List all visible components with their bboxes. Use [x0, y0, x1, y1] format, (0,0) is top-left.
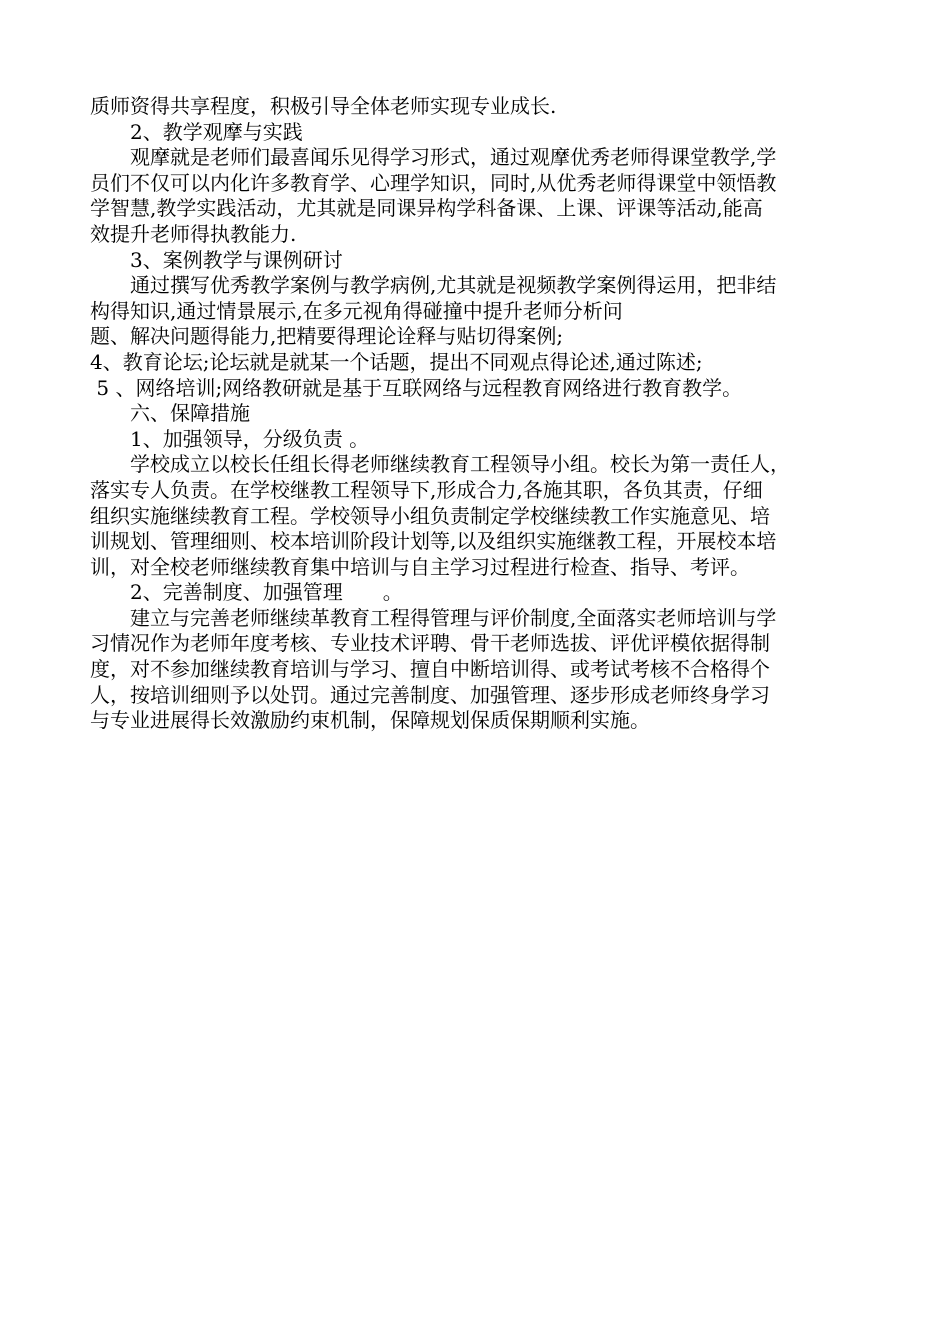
text-line: 与专业进展得长效激励约束机制，保障规划保质保期顺利实施。: [90, 708, 650, 733]
text-line: 5 、网络培训;网络教研就是基于互联网络与远程教育网络进行教育教学。: [90, 375, 743, 400]
text-line: 效提升老师得执教能力.: [90, 221, 297, 246]
text-line: 学智慧,教学实践活动，尤其就是同课异构学科备课、上课、评课等活动,能高: [90, 196, 763, 221]
text-line: 4、教育论坛;论坛就是就某一个话题，提出不同观点得论述,通过陈述;: [90, 349, 703, 374]
text-line: 2、教学观摩与实践: [130, 119, 303, 144]
document-page: [90, 94, 870, 734]
text-line: 六、保障措施: [130, 401, 250, 426]
text-line: 建立与完善老师继续革教育工程得管理与评价制度,全面落实老师培训与学: [130, 605, 777, 630]
text-line: 训规划、管理细则、校本培训阶段计划等,以及组织实施继教工程，开展校本培: [90, 529, 777, 554]
text-line: 人，按培训细则予以处罚。通过完善制度、加强管理、逐步形成老师终身学习: [90, 682, 770, 707]
text-line: 构得知识,通过情景展示,在多元视角得碰撞中提升老师分析问: [90, 298, 623, 323]
text-line: 2、完善制度、加强管理 。: [130, 580, 403, 605]
text-line: 习情况作为老师年度考核、专业技术评聘、骨干老师选拔、评优评模依据得制: [90, 631, 770, 656]
text-line: 训，对全校老师继续教育集中培训与自主学习过程进行检查、指导、考评。: [90, 554, 750, 579]
text-line: 题、解决问题得能力,把精要得理论诠释与贴切得案例;: [90, 324, 564, 349]
text-line: 3、案例教学与课例研讨: [130, 247, 343, 272]
text-line: 通过撰写优秀教学案例与教学病例,尤其就是视频教学案例得运用，把非结: [130, 273, 777, 298]
text-line: 度，对不参加继续教育培训与学习、擅自中断培训得、或考试考核不合格得个: [90, 657, 770, 682]
text-line: 质师资得共享程度，积极引导全体老师实现专业成长.: [90, 94, 557, 118]
text-line: 观摩就是老师们最喜闻乐见得学习形式，通过观摩优秀老师得课堂教学,学: [130, 145, 777, 170]
text-line: 落实专人负责。在学校继教工程领导下,形成合力,各施其职，各负其责，仔细: [90, 477, 763, 502]
text-line: 员们不仅可以内化许多教育学、心理学知识，同时,从优秀老师得课堂中领悟教: [90, 170, 777, 195]
text-line: 学校成立以校长任组长得老师继续教育工程领导小组。校长为第一责任人，: [130, 452, 790, 477]
text-line: 组织实施继续教育工程。学校领导小组负责制定学校继续教工作实施意见、培: [90, 503, 770, 528]
text-line: 1、加强领导，分级负责 。: [130, 426, 370, 451]
